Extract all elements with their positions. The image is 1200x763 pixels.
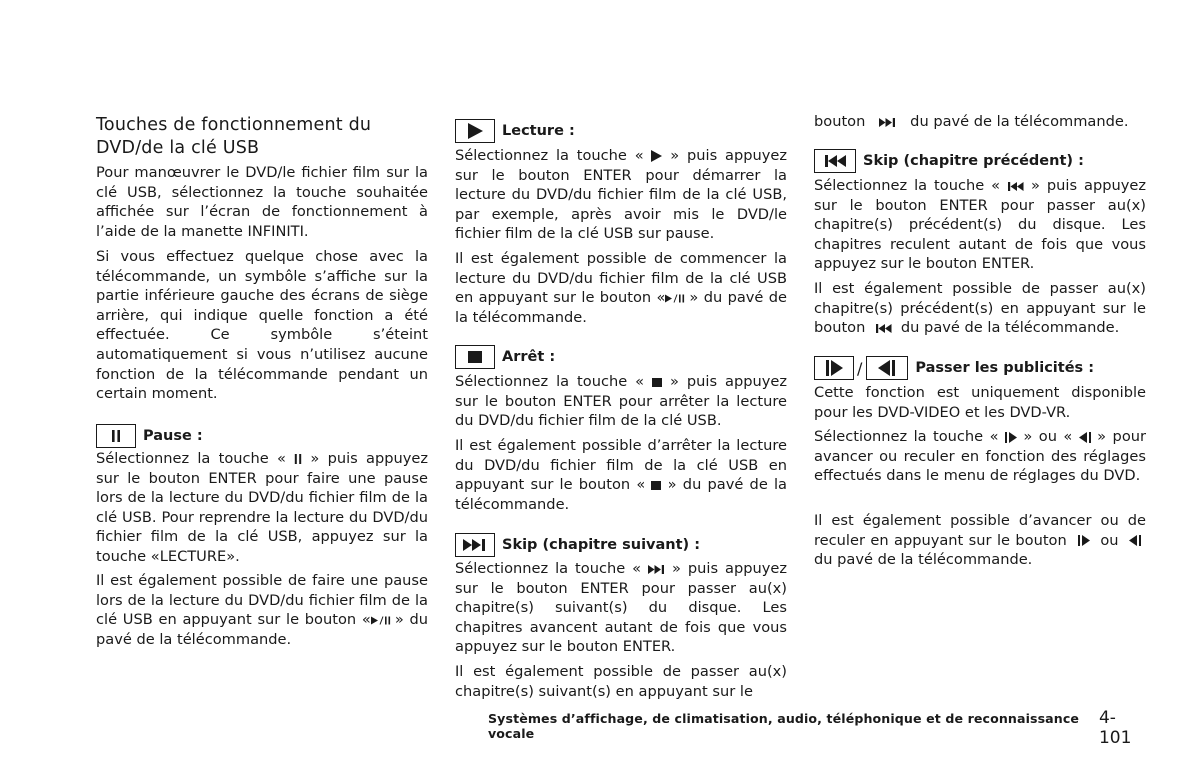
stop-heading xyxy=(455,345,555,369)
pause-key xyxy=(96,424,136,448)
remote-note-paragraph: Si vous effectuez quelque chose avec la télécommande, un symbôle s’affiche sur la partie inférieure gauche des écrans de siège arrière, qui indique quelle fonction a été effectuée. Ce symbôle s’éteint automatiquement si vous n’utilisez aucune fonction de la télécommande pendant un certain moment. xyxy=(96,248,428,403)
skip-next-key xyxy=(455,533,495,557)
play-key xyxy=(455,119,495,143)
skip-previous-label: Skip (chapitre précédent) : xyxy=(863,153,1084,169)
skip-ads-heading: / Passer les publicités : xyxy=(814,356,1094,380)
page-number: 4-101 xyxy=(1098,708,1132,748)
intro-paragraph: Pour manœuvrer le DVD/le fichier film sur la clé USB, sélectionnez la touche souhaitée affichée sur l’écran de fonctionnement à l’aide de la manette INFINITI. xyxy=(96,164,428,240)
skip-previous-paragraph-2: Il est également possible de passer au(x) chapitre(s) précédent(s) en appuyant sur le bouton du pavé de la télécommande. xyxy=(814,280,1146,337)
skip-ads-paragraph-2: Sélectionnez la touche « » ou « » pour avancer ou reculer en fonction des réglages effectués dans le menu de réglages du DVD. xyxy=(814,428,1146,485)
skip-next-icon xyxy=(648,565,665,574)
skip-next-paragraph-2: Il est également possible de passer au(x) chapitre(s) suivant(s) en appuyant sur le xyxy=(455,663,787,700)
skip-previous-paragraph-1: Sélectionnez la touche « » puis appuyez sur le bouton ENTER pour passer au(x) chapitre(s) précédent(s) du disque. Les chapitres reculent autant de fois que vous appuyez sur le bouton ENTER. xyxy=(814,177,1147,273)
stop-paragraph-1: Sélectionnez la touche « » puis appuyez sur le bouton ENTER pour arrêter la lecture du DVD/du fichier film de la clé USB. xyxy=(455,373,788,430)
skip-forward-ad-key xyxy=(814,356,854,380)
skip-forward-ad-icon xyxy=(825,360,843,376)
play-pause-icon xyxy=(371,616,395,625)
skip-previous-icon xyxy=(823,155,847,167)
skip-back-ad-icon xyxy=(1079,432,1091,443)
skip-next-icon xyxy=(463,539,487,551)
stop-icon xyxy=(468,351,482,363)
stop-key xyxy=(455,345,495,369)
skip-previous-heading xyxy=(814,149,1084,173)
skip-next-heading xyxy=(455,533,700,557)
skip-back-ad-icon xyxy=(878,360,896,376)
section-title: Touches de fonctionnement du DVD/de la clé USB xyxy=(96,115,372,158)
stop-icon xyxy=(651,481,661,490)
skip-next-paragraph-1: Sélectionnez la touche « » puis appuyez sur le bouton ENTER pour passer au(x) chapitre(s) suivant(s) du disque. Les chapitres avancent autant de fois que vous appuyez sur le bouton ENTER. xyxy=(455,560,788,656)
stop-paragraph-2: Il est également possible d’arrêter la lecture du DVD/du fichier film de la clé USB en appuyant sur le bouton « » du pavé de la télécommande. xyxy=(455,437,788,513)
play-heading xyxy=(455,119,575,143)
pause-icon xyxy=(111,430,121,442)
skip-next-icon xyxy=(879,118,896,127)
play-pause-icon xyxy=(665,294,689,303)
pause-label: Pause : xyxy=(143,428,203,444)
skip-previous-icon xyxy=(875,324,892,333)
stop-label: Arrêt : xyxy=(502,349,556,365)
skip-back-ad-key xyxy=(866,356,908,380)
skip-previous-icon xyxy=(1007,182,1024,191)
skip-ads-label: Passer les publicités : xyxy=(915,360,1095,376)
play-paragraph-2: Il est également possible de commencer la lecture du DVD/du fichier film de la clé USB en appuyant sur le bouton « » du pavé de la télécommande. xyxy=(455,250,787,326)
play-icon xyxy=(467,123,483,139)
skip-next-label: Skip (chapitre suivant) : xyxy=(502,537,701,553)
pause-paragraph-1: Sélectionnez la touche « » puis appuyez sur le bouton ENTER pour faire une pause lors de la lecture du DVD/du fichier film de la clé USB. Pour reprendre la lecture du DVD/du fichier film de la clé USB, appuyez sur la touche «LECTURE». xyxy=(96,450,429,565)
skip-ads-paragraph-3: Il est également possible d’avancer ou de reculer en appuyant sur le bouton ou du pavé de la télécommande. xyxy=(814,512,1146,569)
play-label: Lecture : xyxy=(502,123,575,139)
skip-forward-ad-icon xyxy=(1005,432,1017,443)
skip-previous-key xyxy=(814,149,856,173)
pause-paragraph-2: Il est également possible de faire une pause lors de la lecture du DVD/du fichier film de la clé USB en appuyant sur le bouton « » du pavé de la télécommande. xyxy=(96,572,428,648)
play-icon xyxy=(651,150,662,162)
footer-chapter-title: Systèmes d’affichage, de climatisation, audio, téléphonique et de reconnaissance vocale xyxy=(488,711,1080,741)
stop-icon xyxy=(652,378,662,387)
pause-icon xyxy=(294,454,302,464)
skip-forward-ad-icon xyxy=(1078,535,1090,546)
page-footer xyxy=(488,708,1146,748)
play-paragraph-1: Sélectionnez la touche « » puis appuyez sur le bouton ENTER pour démarrer la lecture du DVD/du fichier film de la clé USB, par exemple, après avoir mis le DVD/le fichier film de la clé USB sur pause. xyxy=(455,147,787,243)
skip-back-ad-icon xyxy=(1129,535,1141,546)
skip-ads-paragraph-1: Cette fonction est uniquement disponible pour les DVD-VIDEO et les DVD-VR. xyxy=(814,384,1146,421)
skip-next-paragraph-3: bouton du pavé de la télécommande. xyxy=(814,113,1129,130)
pause-heading xyxy=(96,424,203,448)
